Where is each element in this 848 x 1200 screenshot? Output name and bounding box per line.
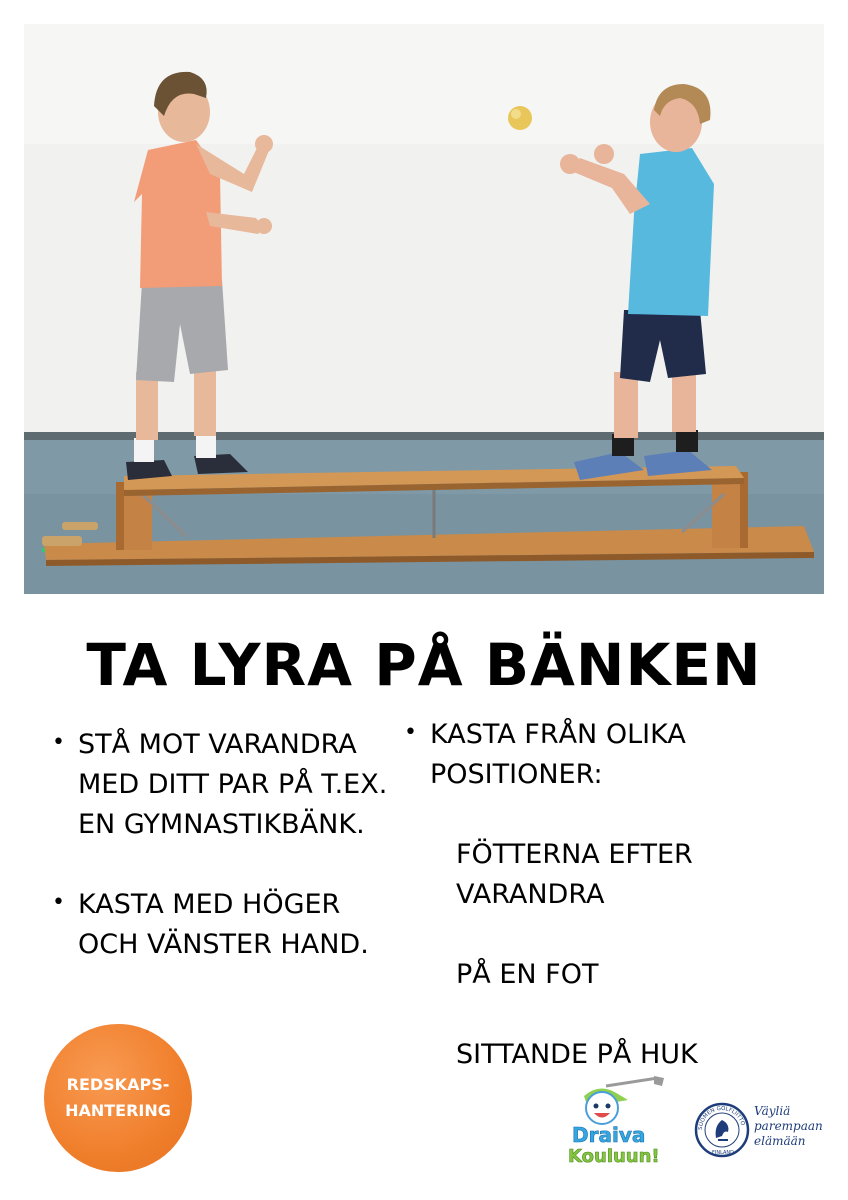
golf-federation-seal-icon [694, 1102, 750, 1158]
position-item: FÖTTERNA EFTER VARANDRA [456, 839, 693, 910]
list-item [52, 885, 392, 965]
svg-text:Draiva: Draiva [572, 1123, 646, 1147]
badge-line-2: HANTERING [65, 1101, 171, 1120]
slogan [754, 1104, 834, 1149]
category-badge [44, 1024, 192, 1172]
right-column [404, 715, 824, 1075]
badge-line-1: REDSKAPS- [66, 1075, 170, 1094]
bullet-dot-icon: • [404, 720, 417, 745]
bullet-text: KASTA MED HÖGER OCH VÄNSTER HAND. [78, 889, 369, 960]
svg-text:Kouluun!: Kouluun! [568, 1146, 660, 1166]
position-item: PÅ EN FOT [456, 959, 599, 990]
svg-text:SUOMEN GOLFLIITTO: SUOMEN GOLFLIITTO [697, 1105, 746, 1131]
bullet-text: STÅ MOT VARANDRA MED DITT PAR PÅ T.EX. EN GYMNASTIKBÄNK. [78, 729, 388, 840]
slogan-line: parempaan [754, 1119, 823, 1133]
position-item: SITTANDE PÅ HUK [456, 1039, 698, 1070]
bullet-dot-icon: • [52, 890, 65, 915]
bullet-text: KASTA FRÅN OLIKA POSITIONER: [430, 719, 686, 790]
svg-text:FINLAND: FINLAND [712, 1150, 735, 1156]
photo-two-kids-throwing-ball-on-bench [24, 24, 824, 594]
list-item [404, 715, 824, 795]
slogan-line: elämään [754, 1134, 806, 1148]
draiva-mascot-icon [566, 1076, 676, 1166]
page-title: TA LYRA PÅ BÄNKEN [86, 631, 762, 699]
left-column [52, 725, 392, 965]
bullet-dot-icon: • [52, 730, 65, 755]
slogan-line: Väyliä [754, 1104, 791, 1118]
list-item [52, 725, 392, 845]
